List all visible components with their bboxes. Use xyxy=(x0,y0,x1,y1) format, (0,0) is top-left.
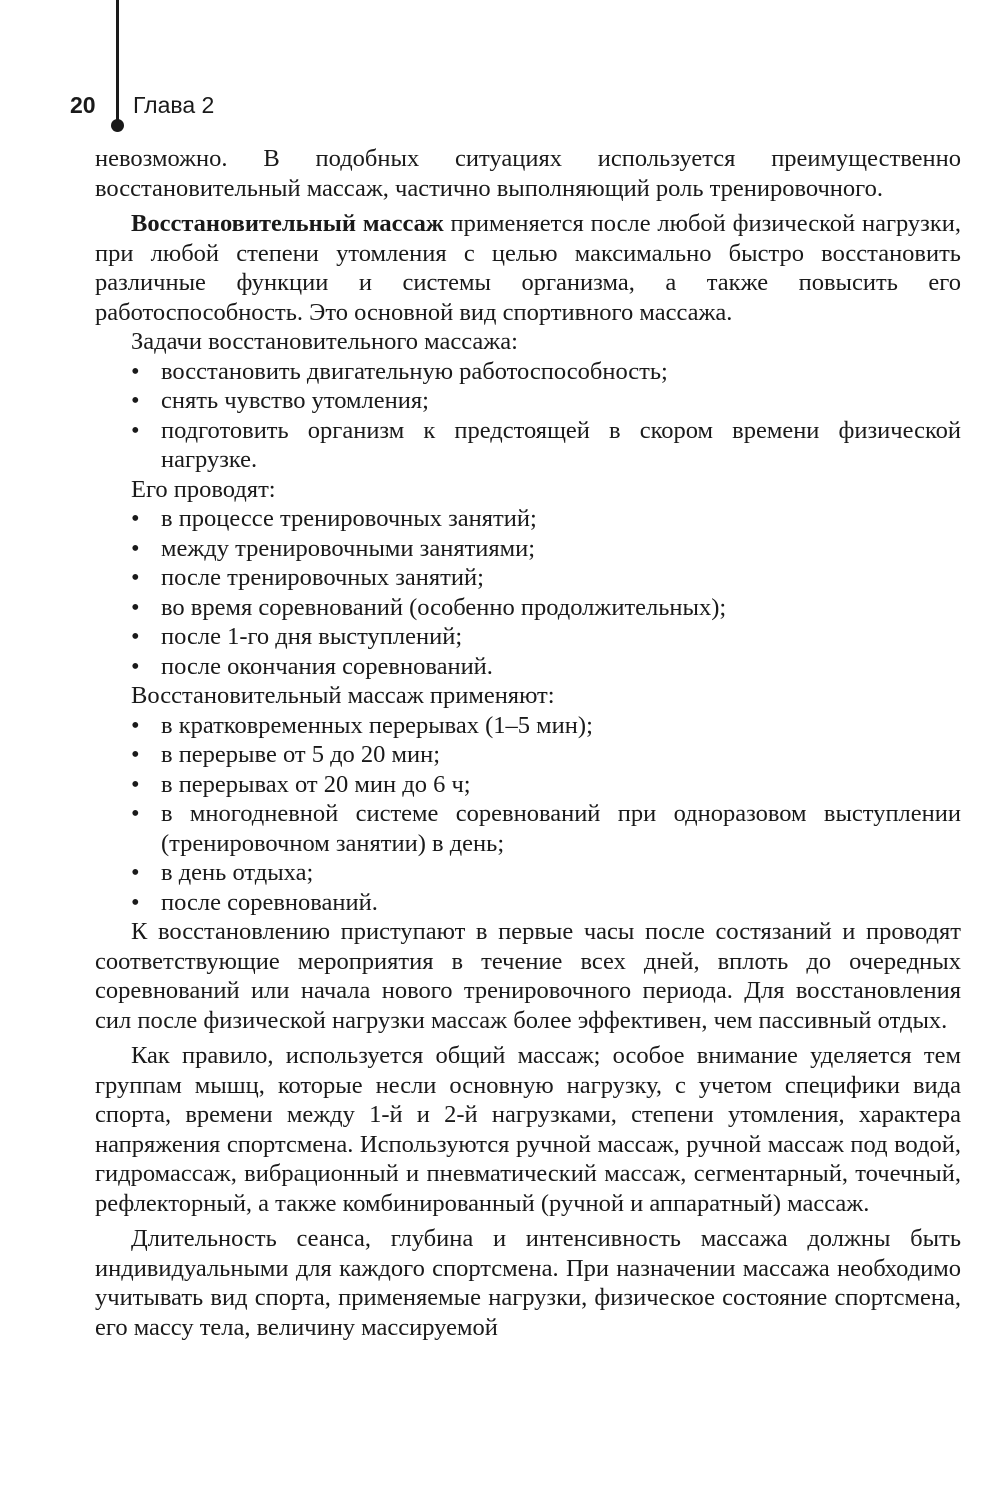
list-item: • между тренировочными занятиями; xyxy=(161,534,961,564)
paragraph-duration: Длительность сеанса, глубина и интенсивность массажа должны быть индивидуальными для каждого спортсмена. При назначении массажа необходимо учитывать вид спорта, применяемые нагрузки, физическое состояние спортсмена, его массу тела, величину массируемой xyxy=(95,1225,961,1341)
list-item: • во время соревнований (особенно продолжительных); xyxy=(161,593,961,623)
list-item: • в многодневной системе соревнований при одноразовом выступлении (тренировочном занятии) в день; xyxy=(161,799,961,858)
list-item: • подготовить организм к предстоящей в скором времени физической нагрузке. xyxy=(161,416,961,475)
page-body xyxy=(95,144,961,1342)
list-item: • в перерыве от 5 до 20 мин; xyxy=(161,740,961,770)
chapter-title: Глава 2 xyxy=(133,92,215,118)
paragraph-general-massage: Как правило, используется общий массаж; особое внимание уделяется тем группам мышц, которые несли основную нагрузку, с учетом специфики вида спорта, времени между 1-й и 2-й нагрузками, степени утомления, характера напряжения спортсмена. Используются ручной массаж, ручной массаж под водой, гидромассаж, вибрационный и пневматический массаж, сегментарный, точечный, рефлекторный, а также комбинированный (ручной и аппаратный) массаж. xyxy=(95,1042,961,1217)
tasks-list xyxy=(95,357,961,475)
paragraph-continuation: невозможно. В подобных ситуациях используется преимущественно восстановительный массаж, частично выполняющий роль тренировочного. xyxy=(95,145,961,202)
apply-heading: Восстановительный массаж применяют: xyxy=(131,682,555,709)
list-item: • восстановить двигательную работоспособность; xyxy=(161,357,961,387)
list-item: • после соревнований. xyxy=(161,888,961,918)
when-heading: Его проводят: xyxy=(131,475,276,503)
header-rule-dot xyxy=(111,119,124,132)
list-item: • после окончания соревнований. xyxy=(161,652,961,682)
list-item: • в перерывах от 20 мин до 6 ч; xyxy=(161,770,961,800)
list-item: • после 1-го дня выступлений; xyxy=(161,622,961,652)
list-item: • в день отдыха; xyxy=(161,858,961,888)
list-item: • в кратковременных перерывах (1–5 мин); xyxy=(161,711,961,741)
tasks-heading: Задачи восстановительного массажа: xyxy=(131,328,518,355)
list-item: • после тренировочных занятий; xyxy=(161,563,961,593)
header-rule xyxy=(116,0,119,124)
term-bold: Восстановительный массаж xyxy=(131,210,444,237)
list-item: • снять чувство утомления; xyxy=(161,386,961,416)
paragraph-definition xyxy=(95,209,961,327)
when-list xyxy=(95,504,961,681)
apply-list xyxy=(95,711,961,918)
definition-text: применяется после любой физической нагрузки, при любой степени утомления с целью максимально быстро восстановить различные функции и системы организма, а также повысить его работоспособность. Это основной вид спортивного массажа. xyxy=(95,210,961,326)
paragraph-recovery: К восстановлению приступают в первые часы после состязаний и проводят соответствующие мероприятия в течение всех дней, вплоть до очередных соревнований или начала нового тренировочного периода. Для восстановления сил после физической нагрузки массаж более эффективен, чем пассивный отдых. xyxy=(95,918,961,1034)
list-item: • в процессе тренировочных занятий; xyxy=(161,504,961,534)
page-number: 20 xyxy=(70,92,96,118)
